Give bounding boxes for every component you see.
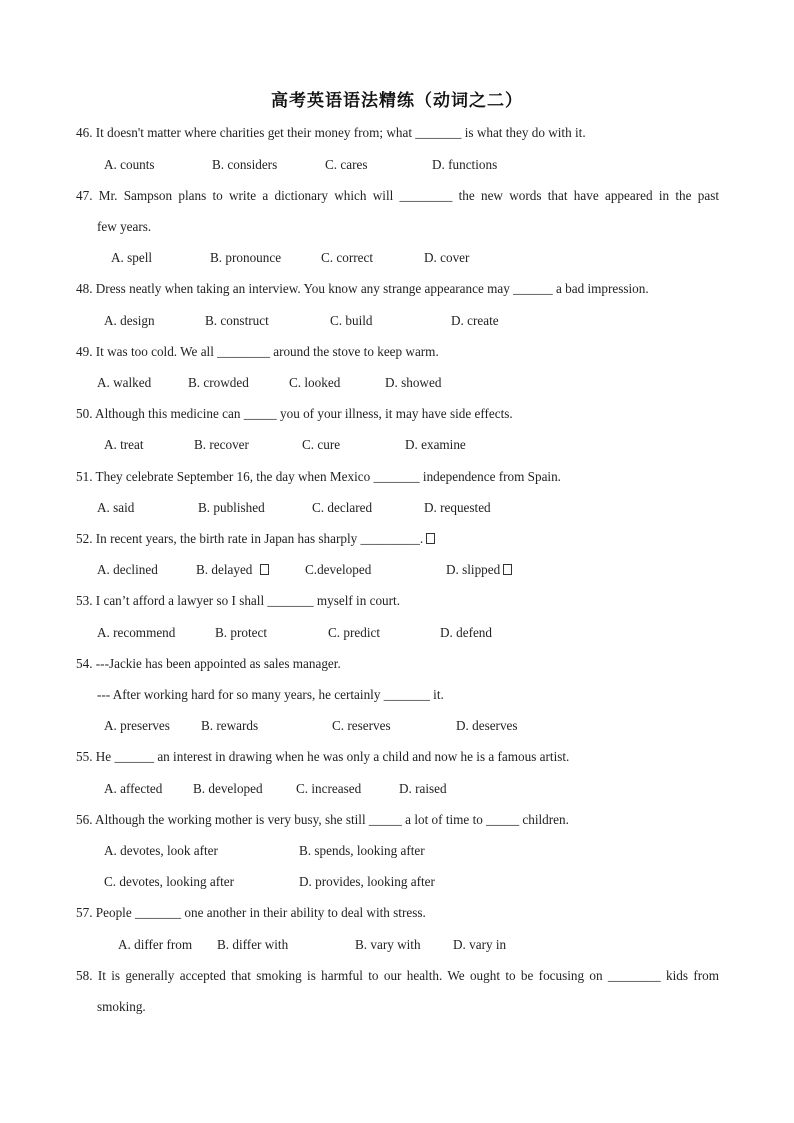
question-57-option-c: B. vary with [355,937,421,952]
question-52-stem [76,530,726,548]
question-50-option-a: A. treat [104,437,144,452]
question-48-option-a: A. design [104,313,155,328]
question-48-option-b: B. construct [205,313,269,328]
question-49-option-a: A. walked [97,375,152,390]
question-46-option-b: B. considers [212,157,278,172]
question-57-stem: 57. People _______ one another in their ability to deal with stress. [76,905,426,920]
question-47-option-c: C. correct [321,250,373,265]
question-52-option-d [446,561,512,579]
question-55-option-b: B. developed [193,781,263,796]
question-55-stem: 55. He ______ an interest in drawing when he was only a child and now he is a famous artist. [76,749,570,764]
question-48-option-d: D. create [451,313,499,328]
question-47-option-d: D. cover [424,250,470,265]
question-57-option-b: B. differ with [217,937,289,952]
question-53-option-d: D. defend [440,625,492,640]
question-49-option-c: C. looked [289,375,341,390]
question-54-option-d: D. deserves [456,718,518,733]
question-55-option-c: C. increased [296,781,362,796]
question-51-option-b: B. published [198,500,265,515]
question-50-option-c: C. cure [302,437,341,452]
question-51-option-c: C. declared [312,500,373,515]
question-52-option-b-text: B. delayed [196,562,253,577]
question-49-option-b: B. crowded [188,375,249,390]
box-glyph-icon [503,564,512,575]
question-46-option-a: A. counts [104,157,155,172]
question-52-option-c: C.developed [305,562,372,577]
question-56-option-c: C. devotes, looking after [104,874,235,889]
question-50-option-b: B. recover [194,437,249,452]
question-48-stem: 48. Dress neatly when taking an interview. You know any strange appearance may ______ a bad impression. [76,281,649,296]
question-56-stem: 56. Although the working mother is very busy, she still _____ a lot of time to _____ children. [76,812,569,827]
question-52-option-d-text: D. slipped [446,562,501,577]
question-54-option-a: A. preserves [104,718,170,733]
question-47-option-b: B. pronounce [210,250,282,265]
question-55-option-d: D. raised [399,781,447,796]
question-52-option-a: A. declined [97,562,158,577]
question-54-option-b: B. rewards [201,718,259,733]
question-49-stem: 49. It was too cold. We all ________ around the stove to keep warm. [76,344,439,359]
question-54-stem-continued: --- After working hard for so many years, he certainly _______ it. [97,687,444,702]
question-58-stem: 58. It is generally accepted that smoking is harmful to our health. We ought to be focusing on ________ kids from [76,968,719,983]
question-56-option-d: D. provides, looking after [299,874,435,889]
question-54-stem: 54. ---Jackie has been appointed as sales manager. [76,656,341,671]
question-47-stem-continued: few years. [97,219,152,234]
question-48-option-c: C. build [330,313,373,328]
question-54-option-c: C. reserves [332,718,391,733]
question-52-option-b [196,561,269,579]
question-53-stem: 53. I can’t afford a lawyer so I shall _______ myself in court. [76,593,400,608]
question-58-stem-continued: smoking. [97,999,146,1014]
question-49-option-d: D. showed [385,375,442,390]
question-51-option-a: A. said [97,500,135,515]
question-56-option-b: B. spends, looking after [299,843,425,858]
question-46-option-d: D. functions [432,157,498,172]
question-53-option-c: C. predict [328,625,381,640]
box-glyph-icon [260,564,269,575]
question-57-option-d: D. vary in [453,937,507,952]
question-55-option-a: A. affected [104,781,163,796]
question-50-stem: 50. Although this medicine can _____ you of your illness, it may have side effects. [76,406,513,421]
question-53-option-a: A. recommend [97,625,176,640]
question-47-option-a: A. spell [111,250,153,265]
page-title: 高考英语语法精练（动词之二） [271,91,523,111]
question-52-text: 52. In recent years, the birth rate in Japan has sharply _________. [76,531,424,546]
box-glyph-icon [426,533,435,544]
question-51-option-d: D. requested [424,500,491,515]
question-56-option-a: A. devotes, look after [104,843,218,858]
question-47-stem: 47. Mr. Sampson plans to write a dictionary which will ________ the new words that have appeared in the past [76,188,719,203]
question-51-stem: 51. They celebrate September 16, the day when Mexico _______ independence from Spain. [76,469,561,484]
question-46-stem: 46. It doesn't matter where charities get their money from; what _______ is what they do with it. [76,125,586,140]
question-57-option-a: A. differ from [118,937,193,952]
question-53-option-b: B. protect [215,625,268,640]
question-46-option-c: C. cares [325,157,368,172]
question-50-option-d: D. examine [405,437,466,452]
